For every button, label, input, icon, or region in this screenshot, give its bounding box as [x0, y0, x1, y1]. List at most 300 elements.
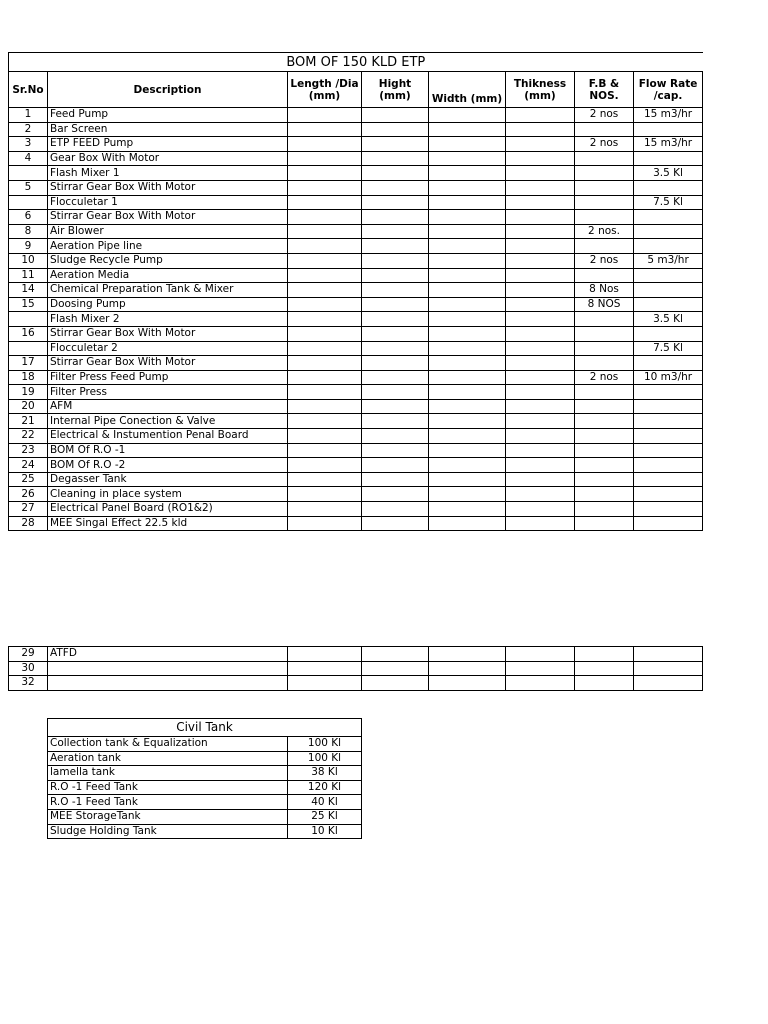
- table-row: [9, 283, 703, 298]
- height-cell: [362, 341, 429, 356]
- description-cell: Electrical Panel Board (RO1&2): [48, 502, 288, 517]
- flow-rate-cell: [634, 472, 703, 487]
- length-cell: [288, 297, 362, 312]
- flow-rate-cell: 7.5 Kl: [634, 341, 703, 356]
- height-cell: [362, 458, 429, 473]
- table-row: [9, 341, 703, 356]
- height-cell: [362, 370, 429, 385]
- flow-rate-cell: 7.5 Kl: [634, 195, 703, 210]
- srno-cell: 25: [9, 472, 48, 487]
- flow-rate-cell: [634, 385, 703, 400]
- srno-cell: [9, 195, 48, 210]
- srno-cell: 3: [9, 137, 48, 152]
- height-cell: [362, 283, 429, 298]
- empty-cell: [506, 676, 575, 691]
- srno-cell: [9, 312, 48, 327]
- width-cell: [429, 458, 506, 473]
- flow-rate-cell: [634, 210, 703, 225]
- width-cell: [429, 180, 506, 195]
- table-row: [9, 443, 703, 458]
- thickness-cell: [506, 224, 575, 239]
- flow-rate-cell: 10 m3/hr: [634, 370, 703, 385]
- empty-cell: [288, 676, 362, 691]
- empty-cell: [575, 647, 634, 662]
- thickness-cell: [506, 180, 575, 195]
- fb-nos-cell: [575, 151, 634, 166]
- thickness-cell: [506, 297, 575, 312]
- flow-rate-cell: [634, 516, 703, 531]
- header-description: Description: [48, 72, 288, 108]
- table-row: [9, 458, 703, 473]
- empty-cell: [506, 647, 575, 662]
- flow-rate-cell: [634, 151, 703, 166]
- height-cell: [362, 210, 429, 225]
- thickness-cell: [506, 122, 575, 137]
- width-cell: [429, 312, 506, 327]
- tank-capacity-cell: 10 Kl: [288, 824, 362, 839]
- srno-cell: 9: [9, 239, 48, 254]
- bom-title: BOM OF 150 KLD ETP: [9, 53, 703, 72]
- flow-rate-cell: [634, 487, 703, 502]
- length-cell: [288, 472, 362, 487]
- fb-nos-cell: [575, 516, 634, 531]
- width-cell: [429, 341, 506, 356]
- length-cell: [288, 516, 362, 531]
- width-cell: [429, 210, 506, 225]
- table-row: [9, 385, 703, 400]
- tank-name-cell: Sludge Holding Tank: [48, 824, 288, 839]
- srno-cell: 17: [9, 356, 48, 371]
- description-cell: Internal Pipe Conection & Valve: [48, 414, 288, 429]
- table-row: [9, 676, 703, 691]
- description-cell: Filter Press: [48, 385, 288, 400]
- flow-rate-cell: 15 m3/hr: [634, 108, 703, 123]
- length-cell: [288, 370, 362, 385]
- table-row: [9, 137, 703, 152]
- length-cell: [288, 151, 362, 166]
- thickness-cell: [506, 283, 575, 298]
- fb-nos-cell: 2 nos.: [575, 224, 634, 239]
- length-cell: [288, 283, 362, 298]
- height-cell: [362, 195, 429, 210]
- length-cell: [288, 312, 362, 327]
- description-cell: Aeration Media: [48, 268, 288, 283]
- length-cell: [288, 502, 362, 517]
- table-row: [48, 824, 362, 839]
- thickness-cell: [506, 210, 575, 225]
- tank-name-cell: R.O -1 Feed Tank: [48, 795, 288, 810]
- table-row: [9, 487, 703, 502]
- fb-nos-cell: [575, 472, 634, 487]
- srno-cell: 14: [9, 283, 48, 298]
- srno-cell: 16: [9, 326, 48, 341]
- description-cell: Gear Box With Motor: [48, 151, 288, 166]
- thickness-cell: [506, 326, 575, 341]
- table-row: [9, 647, 703, 662]
- fb-nos-cell: [575, 195, 634, 210]
- length-cell: [288, 399, 362, 414]
- length-cell: [288, 487, 362, 502]
- flow-rate-cell: 15 m3/hr: [634, 137, 703, 152]
- description-cell: Stirrar Gear Box With Motor: [48, 210, 288, 225]
- length-cell: [288, 253, 362, 268]
- width-cell: [429, 414, 506, 429]
- table-row: [48, 751, 362, 766]
- civil-title: Civil Tank: [48, 719, 362, 737]
- height-cell: [362, 166, 429, 181]
- tank-name-cell: lamella tank: [48, 766, 288, 781]
- width-cell: [429, 326, 506, 341]
- table-row: [9, 108, 703, 123]
- description-cell: Bar Screen: [48, 122, 288, 137]
- table-row: [9, 180, 703, 195]
- table-row: [9, 210, 703, 225]
- thickness-cell: [506, 151, 575, 166]
- length-cell: [288, 326, 362, 341]
- width-cell: [429, 472, 506, 487]
- empty-cell: [634, 676, 703, 691]
- width-cell: [429, 122, 506, 137]
- flow-rate-cell: [634, 283, 703, 298]
- height-cell: [362, 385, 429, 400]
- table-row: [9, 661, 703, 676]
- srno-cell: 19: [9, 385, 48, 400]
- empty-cell: [362, 661, 429, 676]
- table-row: [9, 516, 703, 531]
- srno-cell: 21: [9, 414, 48, 429]
- width-cell: [429, 487, 506, 502]
- description-cell: Stirrar Gear Box With Motor: [48, 180, 288, 195]
- thickness-cell: [506, 414, 575, 429]
- fb-nos-cell: [575, 341, 634, 356]
- thickness-cell: [506, 356, 575, 371]
- fb-nos-cell: 2 nos: [575, 253, 634, 268]
- length-cell: [288, 166, 362, 181]
- empty-cell: [362, 647, 429, 662]
- description-cell: Sludge Recycle Pump: [48, 253, 288, 268]
- width-cell: [429, 443, 506, 458]
- height-cell: [362, 516, 429, 531]
- tank-name-cell: MEE StorageTank: [48, 809, 288, 824]
- description-cell: Doosing Pump: [48, 297, 288, 312]
- fb-nos-cell: [575, 312, 634, 327]
- srno-cell: 2: [9, 122, 48, 137]
- height-cell: [362, 108, 429, 123]
- flow-rate-cell: [634, 502, 703, 517]
- fb-nos-cell: [575, 268, 634, 283]
- bom-table-continued: [8, 646, 703, 691]
- width-cell: [429, 370, 506, 385]
- bom-header-row: [9, 72, 703, 108]
- header-length: Length /Dia (mm): [288, 72, 362, 108]
- fb-nos-cell: [575, 399, 634, 414]
- description-cell: Flocculetar 2: [48, 341, 288, 356]
- tank-capacity-cell: 100 Kl: [288, 737, 362, 752]
- description-cell: ATFD: [48, 647, 288, 662]
- description-cell: Stirrar Gear Box With Motor: [48, 356, 288, 371]
- table-row: [9, 356, 703, 371]
- fb-nos-cell: [575, 180, 634, 195]
- fb-nos-cell: [575, 385, 634, 400]
- thickness-cell: [506, 399, 575, 414]
- flow-rate-cell: [634, 399, 703, 414]
- table-row: [9, 370, 703, 385]
- flow-rate-cell: [634, 429, 703, 444]
- table-row: [9, 312, 703, 327]
- srno-cell: 24: [9, 458, 48, 473]
- tank-capacity-cell: 25 Kl: [288, 809, 362, 824]
- height-cell: [362, 326, 429, 341]
- srno-cell: 29: [9, 647, 48, 662]
- tank-name-cell: R.O -1 Feed Tank: [48, 780, 288, 795]
- table-row: [48, 737, 362, 752]
- table-row: [9, 239, 703, 254]
- thickness-cell: [506, 268, 575, 283]
- flow-rate-cell: [634, 224, 703, 239]
- height-cell: [362, 312, 429, 327]
- table-row: [48, 766, 362, 781]
- flow-rate-cell: 3.5 Kl: [634, 166, 703, 181]
- description-cell: Flash Mixer 2: [48, 312, 288, 327]
- length-cell: [288, 443, 362, 458]
- description-cell: Air Blower: [48, 224, 288, 239]
- description-cell: [48, 676, 288, 691]
- description-cell: BOM Of R.O -2: [48, 458, 288, 473]
- thickness-cell: [506, 341, 575, 356]
- table-row: [9, 122, 703, 137]
- length-cell: [288, 268, 362, 283]
- thickness-cell: [506, 458, 575, 473]
- flow-rate-cell: [634, 443, 703, 458]
- height-cell: [362, 151, 429, 166]
- length-cell: [288, 429, 362, 444]
- bom-title-row: [9, 53, 703, 72]
- table-row: [9, 166, 703, 181]
- length-cell: [288, 341, 362, 356]
- thickness-cell: [506, 239, 575, 254]
- height-cell: [362, 137, 429, 152]
- width-cell: [429, 399, 506, 414]
- srno-cell: 4: [9, 151, 48, 166]
- description-cell: Degasser Tank: [48, 472, 288, 487]
- length-cell: [288, 224, 362, 239]
- fb-nos-cell: 8 Nos: [575, 283, 634, 298]
- civil-tank-table: [47, 718, 362, 839]
- empty-cell: [288, 647, 362, 662]
- length-cell: [288, 108, 362, 123]
- bom-table: [8, 52, 703, 531]
- description-cell: AFM: [48, 399, 288, 414]
- length-cell: [288, 122, 362, 137]
- width-cell: [429, 151, 506, 166]
- width-cell: [429, 297, 506, 312]
- height-cell: [362, 429, 429, 444]
- width-cell: [429, 224, 506, 239]
- description-cell: Flocculetar 1: [48, 195, 288, 210]
- description-cell: Stirrar Gear Box With Motor: [48, 326, 288, 341]
- flow-rate-cell: [634, 297, 703, 312]
- empty-cell: [429, 647, 506, 662]
- fb-nos-cell: [575, 239, 634, 254]
- table-row: [9, 195, 703, 210]
- height-cell: [362, 253, 429, 268]
- width-cell: [429, 502, 506, 517]
- empty-cell: [429, 676, 506, 691]
- width-cell: [429, 108, 506, 123]
- fb-nos-cell: [575, 326, 634, 341]
- tank-name-cell: Aeration tank: [48, 751, 288, 766]
- table-row: [9, 414, 703, 429]
- width-cell: [429, 283, 506, 298]
- empty-cell: [575, 676, 634, 691]
- height-cell: [362, 122, 429, 137]
- srno-cell: 11: [9, 268, 48, 283]
- width-cell: [429, 356, 506, 371]
- fb-nos-cell: [575, 210, 634, 225]
- srno-cell: [9, 341, 48, 356]
- flow-rate-cell: [634, 122, 703, 137]
- flow-rate-cell: [634, 268, 703, 283]
- thickness-cell: [506, 312, 575, 327]
- tank-capacity-cell: 100 Kl: [288, 751, 362, 766]
- height-cell: [362, 443, 429, 458]
- srno-cell: 10: [9, 253, 48, 268]
- thickness-cell: [506, 443, 575, 458]
- description-cell: MEE Singal Effect 22.5 kld: [48, 516, 288, 531]
- height-cell: [362, 414, 429, 429]
- description-cell: ETP FEED Pump: [48, 137, 288, 152]
- fb-nos-cell: [575, 414, 634, 429]
- description-cell: Filter Press Feed Pump: [48, 370, 288, 385]
- thickness-cell: [506, 516, 575, 531]
- fb-nos-cell: 8 NOS: [575, 297, 634, 312]
- width-cell: [429, 385, 506, 400]
- length-cell: [288, 180, 362, 195]
- width-cell: [429, 137, 506, 152]
- table-row: [9, 472, 703, 487]
- fb-nos-cell: 2 nos: [575, 137, 634, 152]
- length-cell: [288, 458, 362, 473]
- height-cell: [362, 180, 429, 195]
- width-cell: [429, 195, 506, 210]
- width-cell: [429, 268, 506, 283]
- srno-cell: 18: [9, 370, 48, 385]
- height-cell: [362, 472, 429, 487]
- empty-cell: [634, 661, 703, 676]
- length-cell: [288, 239, 362, 254]
- thickness-cell: [506, 472, 575, 487]
- thickness-cell: [506, 137, 575, 152]
- height-cell: [362, 399, 429, 414]
- flow-rate-cell: [634, 326, 703, 341]
- description-cell: BOM Of R.O -1: [48, 443, 288, 458]
- header-height: Hight (mm): [362, 72, 429, 108]
- table-row: [9, 502, 703, 517]
- table-row: [9, 224, 703, 239]
- fb-nos-cell: [575, 443, 634, 458]
- fb-nos-cell: [575, 166, 634, 181]
- fb-nos-cell: [575, 458, 634, 473]
- empty-cell: [575, 661, 634, 676]
- tank-capacity-cell: 38 Kl: [288, 766, 362, 781]
- thickness-cell: [506, 502, 575, 517]
- fb-nos-cell: [575, 356, 634, 371]
- table-row: [48, 809, 362, 824]
- height-cell: [362, 239, 429, 254]
- table-row: [9, 268, 703, 283]
- fb-nos-cell: 2 nos: [575, 370, 634, 385]
- table-row: [9, 151, 703, 166]
- tank-name-cell: Collection tank & Equalization: [48, 737, 288, 752]
- srno-cell: 23: [9, 443, 48, 458]
- thickness-cell: [506, 166, 575, 181]
- description-cell: [48, 661, 288, 676]
- srno-cell: [9, 166, 48, 181]
- length-cell: [288, 137, 362, 152]
- tank-capacity-cell: 120 Kl: [288, 780, 362, 795]
- srno-cell: 32: [9, 676, 48, 691]
- empty-cell: [506, 661, 575, 676]
- height-cell: [362, 487, 429, 502]
- length-cell: [288, 210, 362, 225]
- srno-cell: 8: [9, 224, 48, 239]
- srno-cell: 6: [9, 210, 48, 225]
- thickness-cell: [506, 253, 575, 268]
- srno-cell: 28: [9, 516, 48, 531]
- table-row: [9, 253, 703, 268]
- thickness-cell: [506, 429, 575, 444]
- flow-rate-cell: 3.5 Kl: [634, 312, 703, 327]
- width-cell: [429, 239, 506, 254]
- srno-cell: 26: [9, 487, 48, 502]
- fb-nos-cell: [575, 487, 634, 502]
- srno-cell: 1: [9, 108, 48, 123]
- empty-cell: [634, 647, 703, 662]
- header-srno: Sr.No: [9, 72, 48, 108]
- description-cell: Feed Pump: [48, 108, 288, 123]
- fb-nos-cell: [575, 502, 634, 517]
- thickness-cell: [506, 195, 575, 210]
- length-cell: [288, 385, 362, 400]
- header-fb-nos: F.B & NOS.: [575, 72, 634, 108]
- description-cell: Aeration Pipe line: [48, 239, 288, 254]
- flow-rate-cell: [634, 180, 703, 195]
- flow-rate-cell: [634, 356, 703, 371]
- width-cell: [429, 516, 506, 531]
- table-row: [9, 429, 703, 444]
- table-row: [48, 780, 362, 795]
- civil-title-row: [48, 719, 362, 737]
- flow-rate-cell: [634, 458, 703, 473]
- table-row: [9, 399, 703, 414]
- empty-cell: [288, 661, 362, 676]
- table-row: [9, 326, 703, 341]
- table-row: [9, 297, 703, 312]
- srno-cell: 5: [9, 180, 48, 195]
- fb-nos-cell: [575, 122, 634, 137]
- srno-cell: 15: [9, 297, 48, 312]
- length-cell: [288, 195, 362, 210]
- flow-rate-cell: [634, 239, 703, 254]
- description-cell: Cleaning in place system: [48, 487, 288, 502]
- header-width: Width (mm): [429, 72, 506, 108]
- thickness-cell: [506, 385, 575, 400]
- srno-cell: 30: [9, 661, 48, 676]
- height-cell: [362, 502, 429, 517]
- height-cell: [362, 297, 429, 312]
- length-cell: [288, 356, 362, 371]
- flow-rate-cell: [634, 414, 703, 429]
